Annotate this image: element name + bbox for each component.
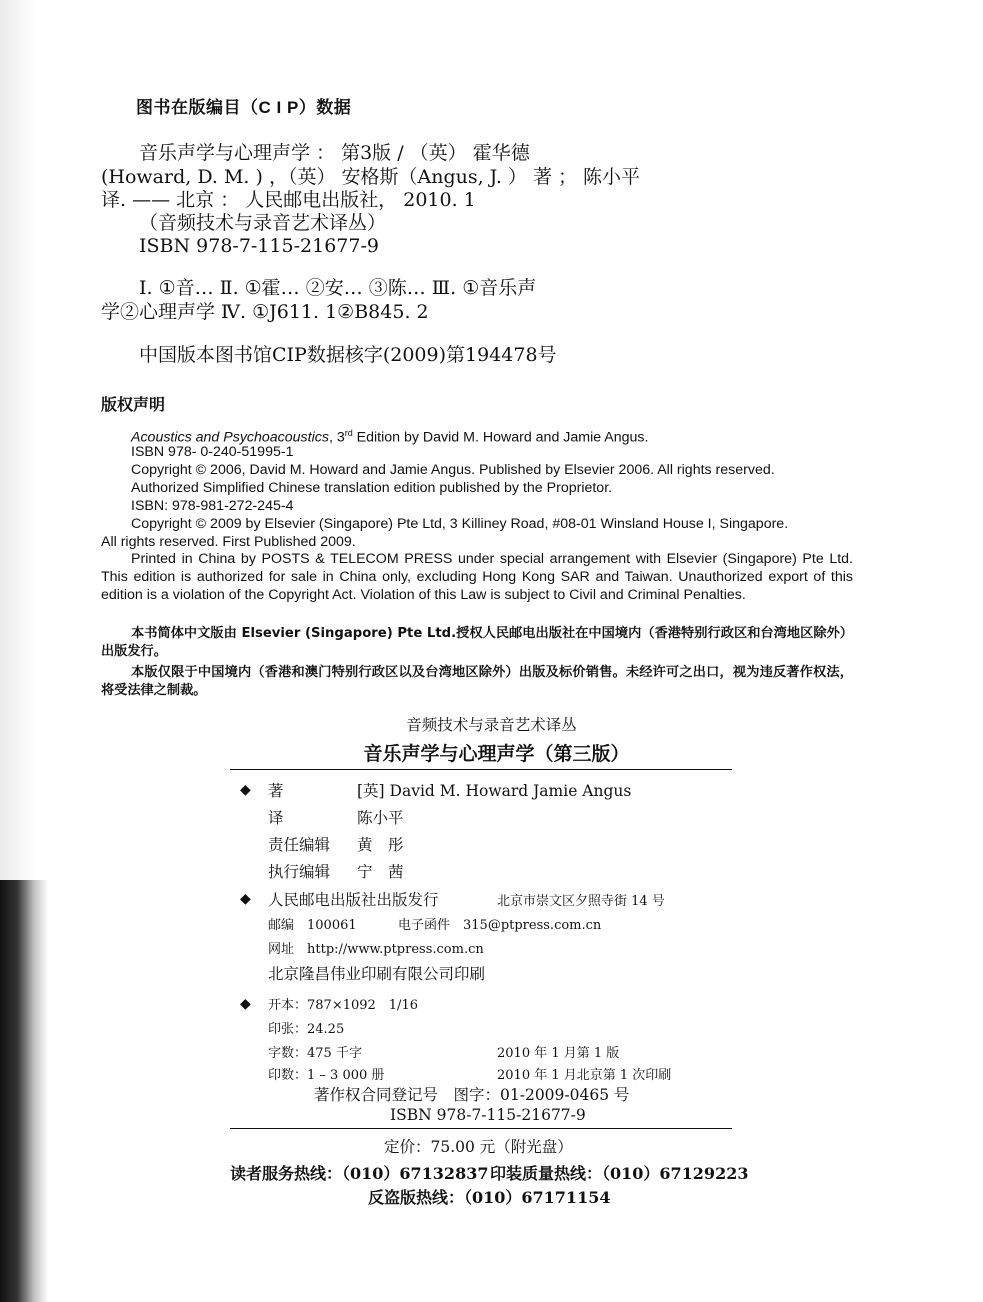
printer: 北京隆昌伟业印刷有限公司印刷: [268, 965, 486, 983]
printed-in-china-paragraph: Printed in China by POSTS & TELECOM PRESS under special arrangement with Elsevier (Singapore) Pte Ltd. This edition is authorized for sale in China only, excluding Hong Kong SAR and Taiwan. Unauthorized export of this edition is a violation of the Copyright Act. Violation of this Law is subject to Civil and Criminal Penalties.: [101, 551, 853, 603]
cip-entry-line-2: (Howard, D. M. ) ，（英） 安格斯（Angus, J. ） 著 ； 陈小平: [101, 166, 641, 188]
title-authors: Edition by David M. Howard and Jamie Angus.: [352, 429, 649, 446]
bottom-rule: [230, 1128, 732, 1129]
printing-date: 2010 年 1 月北京第 1 次印刷: [497, 1068, 672, 1083]
edition-date: 2010 年 1 月第 1 版: [497, 1046, 620, 1061]
chinese-authorization-note: 本书简体中文版由 Elsevier (Singapore) Pte Ltd.授权人民邮电出版社在中国境内（香港特别行政区和台湾地区除外）出版发行。: [101, 626, 853, 659]
publisher-address: 北京市崇文区夕照寺街 14 号: [497, 894, 665, 909]
cip-number: 中国版本图书馆CIP数据核字(2009)第194478号: [139, 344, 557, 366]
credit-role-translator: 译: [268, 809, 284, 827]
authorization-line: Authorized Simplified Chinese translation edition published by the Proprietor.: [131, 480, 613, 496]
bullet-diamond: ◆: [240, 891, 251, 907]
colophon-isbn: ISBN 978-7-115-21677-9: [390, 1106, 586, 1124]
cip-entry-line-1: 音乐声学与心理声学 ： 第3版 / （英） 霍华德: [139, 142, 530, 164]
singapore-copyright: Copyright © 2009 by Elsevier (Singapore) Pte Ltd, 3 Killiney Road, #08-01 Winsland House I, Singapore.: [131, 516, 789, 532]
format: 开本：787×1092 1/16: [268, 998, 418, 1013]
cip-isbn: ISBN 978-7-115-21677-9: [139, 235, 379, 257]
price: 定价：75.00 元（附光盘）: [384, 1138, 573, 1156]
cip-heading: 图书在版编目（C I P）数据: [136, 98, 352, 117]
credit-role-author: 著: [268, 782, 284, 800]
credit-role-editor: 责任编辑: [268, 836, 331, 854]
reader-service-hotline: 读者服务热线：（010）67132837: [230, 1164, 489, 1183]
word-count: 字数：475 千字: [268, 1046, 362, 1061]
printed-sheets: 印张：24.25: [268, 1022, 345, 1037]
title-edition-prefix: , 3: [328, 429, 345, 446]
scan-dark-edge: [0, 880, 48, 1302]
credit-name-translator: 陈小平: [357, 809, 404, 827]
chinese-sales-restriction-note: 本版仅限于中国境内（香港和澳门特别行政区以及台湾地区除外）出版及标价销售。未经许可之出口，视为违反著作权法，将受法律之制裁。: [101, 665, 853, 698]
rights-reserved: All rights reserved. First Published 2009.: [101, 534, 356, 550]
copyright-heading: 版权声明: [101, 397, 166, 414]
credit-name-author: [英] David M. Howard Jamie Angus: [357, 782, 632, 800]
anti-piracy-hotline: 反盗版热线：（010）67171154: [368, 1188, 611, 1207]
cip-class-line-2: 学②心理声学 Ⅳ. ①J611. 1②B845. 2: [101, 301, 429, 323]
cip-entry-line-4: （音频技术与录音艺术译丛）: [139, 212, 387, 234]
print-run: 印数：1 – 3 000 册: [268, 1068, 385, 1083]
series-name: 音频技术与录音艺术译丛: [406, 716, 577, 734]
credit-role-exec-editor: 执行编辑: [268, 863, 331, 881]
credit-name-exec-editor: 宁 茜: [357, 863, 404, 881]
publisher: 人民邮电出版社出版发行: [268, 891, 439, 909]
postcode: 邮编 100061: [268, 918, 357, 933]
bullet-diamond: ◆: [240, 782, 251, 798]
original-copyright: Copyright © 2006, David M. Howard and Jamie Angus. Published by Elsevier 2006. All rights reserved.: [131, 462, 775, 478]
credit-name-editor: 黄 彤: [357, 836, 404, 854]
original-isbn: ISBN 978- 0-240-51995-1: [131, 444, 294, 460]
website: 网址 http://www.ptpress.com.cn: [268, 942, 484, 957]
edition-suffix: rd: [344, 428, 353, 438]
email: 电子函件 315@ptpress.com.cn: [398, 918, 602, 933]
print-quality-hotline: 印装质量热线：（010）67129223: [490, 1164, 749, 1183]
bullet-diamond: ◆: [240, 996, 251, 1012]
cip-entry-line-3: 译. —— 北京 ： 人民邮电出版社， 2010. 1: [101, 189, 476, 211]
original-title: Acoustics and Psychoacoustics: [131, 429, 329, 446]
cip-class-line-1: Ⅰ. ①音… Ⅱ. ①霍… ②安… ③陈… Ⅲ. ①音乐声: [139, 277, 537, 299]
top-rule: [230, 769, 732, 770]
singapore-isbn: ISBN: 978-981-272-245-4: [131, 498, 294, 514]
book-title: 音乐声学与心理声学（第三版）: [363, 743, 630, 765]
contract-registration: 著作权合同登记号 图字：01-2009-0465 号: [314, 1086, 630, 1104]
